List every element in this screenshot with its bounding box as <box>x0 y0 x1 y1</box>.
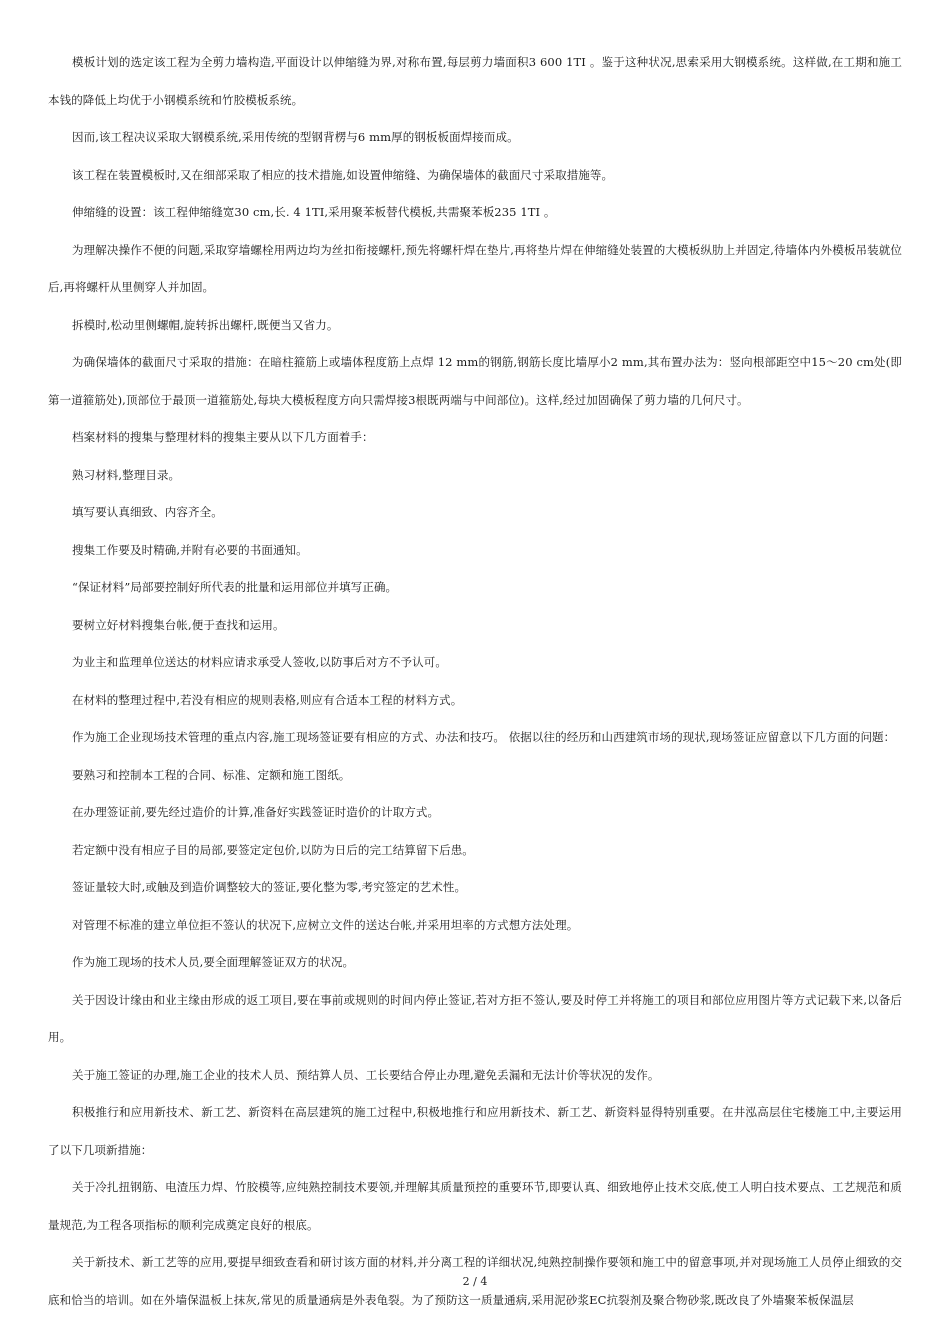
paragraph: 在材料的整理过程中,若没有相应的规则表格,则应有合适本工程的材料方式。 <box>72 692 463 707</box>
paragraph: 积极推行和应用新技术、新工艺、新资料在高层建筑的施工过程中,积极地推行和应用新技术、新工艺、新资料显得特别重要。在井泓高层住宅楼施工中,主要运用了以下几项新措施： <box>48 1105 902 1157</box>
paragraph: 签证量较大时,或触及到造价调整较大的签证,要化整为零,考究签定的艺术性。 <box>72 880 467 894</box>
paragraph: 作为施工现场的技术人员,要全面理解签证双方的状况。 <box>72 955 355 969</box>
paragraph: 为业主和监理单位送达的材料应请求承受人签收,以防事后对方不予认可。 <box>72 655 447 669</box>
paragraph: 档案材料的搜集与整理材料的搜集主要从以下几方面着手： <box>72 430 374 444</box>
paragraph: 关于冷扎扭钢筋、电渣压力焊、竹胶模等,应纯熟控制技术要领,并理解其质量预控的重要环节,即要认真、细致地停止技术交底,使工人明白技术要点、工艺规范和质量规范,为工程各项指标的顺利完成奠定良好的根底。 <box>48 1180 902 1232</box>
paragraph: 为理解决操作不便的问题,采取穿墙螺栓用两边均为丝扣衔接螺杆,预先将螺杆焊在垫片,再将垫片焊在伸缩缝处装置的大模板纵肋上并固定,待墙体内外模板吊装就位后,再将螺杆从里侧穿人并加固。 <box>48 242 902 294</box>
paragraph: 熟习材料,整理目录。 <box>72 467 181 482</box>
paragraph: 关于新技术、新工艺等的应用,要提早细致查看和研讨该方面的材料,并分离工程的详细状况,纯熟控制操作要领和施工中的留意事项,并对现场施工人员停止细致的交底和恰当的培训。如在外墙保温板上抹灰,常见的质量通病是外表龟裂。为了预防这一质量通病,采用泥砂浆EC抗裂剂及聚合物砂浆,既改良了外墙聚苯板保温层 <box>48 1255 902 1307</box>
paragraph: “保证材料”局部要控制好所代表的批量和运用部位并填写正确。 <box>72 580 398 594</box>
paragraph: 为确保墙体的截面尺寸采取的措施：在暗柱箍筋上或墙体程度筋上点焊 12 mm的钢筋,钢筋长度比墙厚小2 mm,其布置办法为：竖向根部距空中15～20 cm处(即第一道箍筋处),顶部位于最顶一道箍筋处,每块大模板程度方向只需焊接3根既两端与中间部位)。这样,经过加固确保了剪力墙的几何尺寸。 <box>48 355 902 407</box>
paragraph: 模板计划的选定该工程为全剪力墙构造,平面设计以伸缩缝为界,对称布置,每层剪力墙面积3 600 1TI 。鉴于这种状况,思索采用大钢模系统。这样做,在工期和施工本钱的降低上均优于小钢模系统和竹胶模板系统。 <box>48 55 902 107</box>
paragraph: 填写要认真细致、内容齐全。 <box>72 505 223 519</box>
paragraph: 在办理签证前,要先经过造价的计算,准备好实践签证时造价的计取方式。 <box>72 805 440 819</box>
paragraph: 若定额中没有相应子目的局部,要签定定包价,以防为日后的完工结算留下后患。 <box>72 842 474 857</box>
paragraph: 搜集工作要及时精确,并附有必要的书面通知。 <box>72 542 308 557</box>
paragraph: 作为施工企业现场技术管理的重点内容,施工现场签证要有相应的方式、办法和技巧。 依据以往的经历和山西建筑市场的现状,现场签证应留意以下几方面的问题： <box>72 730 896 744</box>
paragraph: 关于因设计缘由和业主缘由形成的返工项目,要在事前或规则的时间内停止签证,若对方拒不签认,要及时停工并将施工的项目和部位应用图片等方式记载下来,以备后用。 <box>48 992 902 1044</box>
paragraph: 因而,该工程决议采取大钢模系统,采用传统的型钢背楞与6 mm厚的钢板板面焊接而成。 <box>72 130 519 144</box>
paragraph: 该工程在装置模板时,又在细部采取了相应的技术措施,如设置伸缩缝、为确保墙体的截面尺寸采取措施等。 <box>72 167 614 182</box>
paragraph: 对管理不标准的建立单位拒不签认的状况下,应树立文件的送达台帐,并采用坦率的方式想方法处理。 <box>72 917 579 932</box>
paragraph: 要熟习和控制本工程的合同、标准、定额和施工图纸。 <box>72 767 351 782</box>
page-number: 2 / 4 <box>462 1275 488 1288</box>
document-body <box>48 44 902 1319</box>
paragraph: 关于施工签证的办理,施工企业的技术人员、预结算人员、工长要结合停止办理,避免丢漏和无法计价等状况的发作。 <box>72 1067 660 1082</box>
paragraph: 拆模时,松动里侧螺帽,旋转拆出螺杆,既便当又省力。 <box>72 317 339 332</box>
paragraph: 要树立好材料搜集台帐,便于查找和运用。 <box>72 617 285 632</box>
paragraph: 伸缩缝的设置：该工程伸缩缝宽30 cm,长. 4 1TI,采用聚苯板替代模板,共需聚苯板235 1TI 。 <box>72 205 556 219</box>
